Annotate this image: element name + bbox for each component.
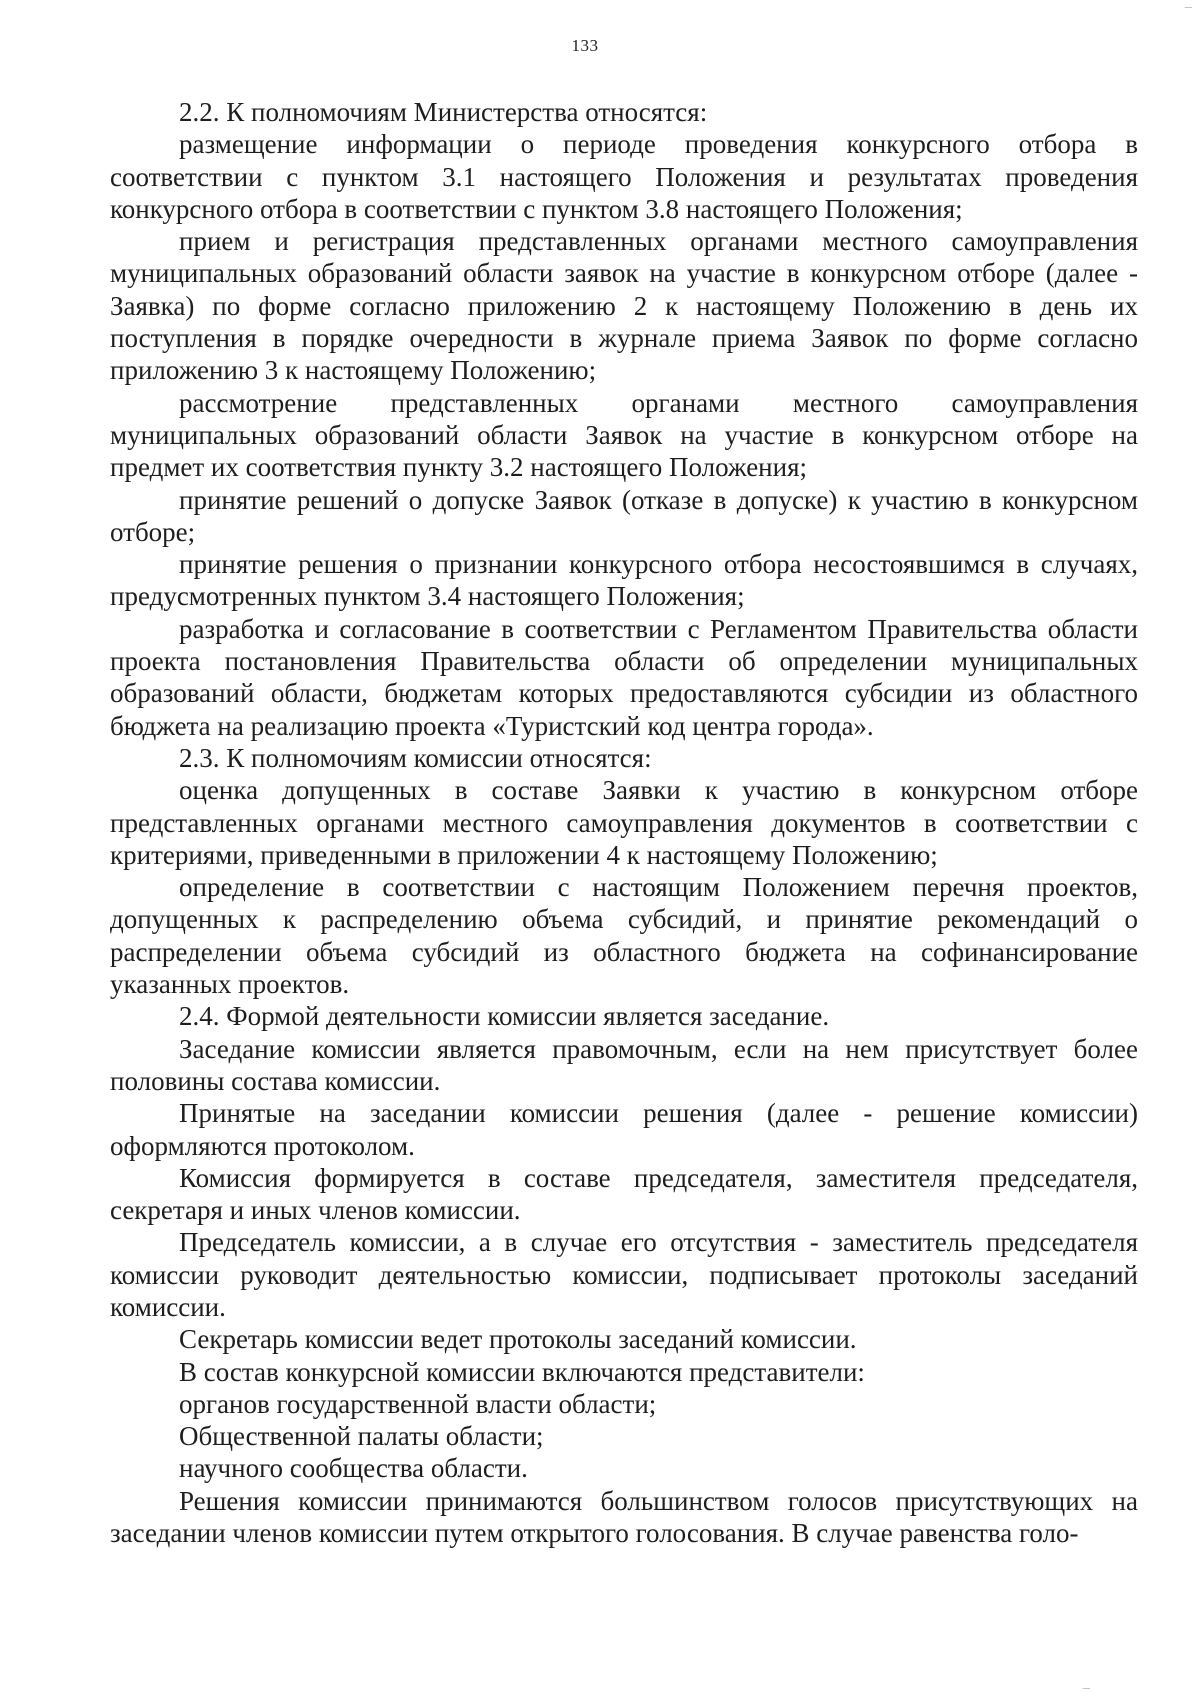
- paragraph: Председатель комиссии, а в случае его отсутствия - заместитель председателя комиссии руководит деятельностью комиссии, подписывает протоколы заседаний комиссии.: [110, 1227, 1138, 1322]
- document-body: [110, 96, 1138, 1549]
- page-number: 133: [571, 36, 599, 55]
- paragraph: разработка и согласование в соответствии с Регламентом Правительства области проекта постановления Правительства области об определении муниципальных образований области, бюджетам которых предоставляются субсидии из областного бюджета на реализацию проекта «Туристский код центра города».: [110, 613, 1138, 741]
- paragraph: Решения комиссии принимаются большинством голосов присутствующих на заседании членов комиссии путем открытого голосования. В случае равенства голо-: [110, 1485, 1138, 1549]
- paragraph: определение в соответствии с настоящим Положением перечня проектов, допущенных к распределению объема субсидий, и принятие рекомендаций о распределении объема субсидий из областного бюджета на софинансирование указанных проектов.: [110, 872, 1138, 1000]
- paragraph: В состав конкурсной комиссии включаются представители:: [179, 1356, 865, 1387]
- paragraph: органов государственной власти области;: [179, 1388, 657, 1419]
- scan-mark-top: —: [1184, 0, 1192, 14]
- paragraph: принятие решения о признании конкурсного отбора несостоявшимся в случаях, предусмотренных пунктом 3.4 настоящего Положения;: [110, 549, 1138, 612]
- paragraph: рассмотрение представленных органами местного самоуправления муниципальных образований области Заявок на участие в конкурсном отборе на предмет их соответствия пункту 3.2 настоящего Положения;: [110, 387, 1138, 483]
- paragraph: 2.3. К полномочиям комиссии относятся:: [179, 742, 652, 773]
- scan-mark-bottom: —: [1082, 1681, 1090, 1695]
- paragraph: Комиссия формируется в составе председателя, заместителя председателя, секретаря и иных членов комиссии.: [110, 1162, 1138, 1226]
- paragraph: научного сообщества области.: [179, 1453, 528, 1484]
- paragraph: Принятые на заседании комиссии решения (далее - решение комиссии) оформляются протоколом.: [110, 1098, 1138, 1161]
- paragraph: 2.4. Формой деятельности комиссии является заседание.: [179, 1001, 830, 1032]
- paragraph: Секретарь комиссии ведет протоколы заседаний комиссии.: [179, 1324, 857, 1355]
- paragraph: принятие решений о допуске Заявок (отказе в допуске) к участию в конкурсном отборе;: [110, 484, 1138, 547]
- paragraph: 2.2. К полномочиям Министерства относятся:: [179, 97, 708, 127]
- paragraph: размещение информации о периоде проведения конкурсного отбора в соответствии с пунктом 3.1 настоящего Положения и результатах проведения конкурсного отбора в соответствии с пунктом 3.8 настоящего Положения;: [110, 129, 1138, 224]
- paragraph: прием и регистрация представленных органами местного самоуправления муниципальных образований области заявок на участие в конкурсном отборе (далее - Заявка) по форме согласно приложению 2 к настоящему Положению в день их поступления в порядке очередности в журнале приема Заявок по форме согласно приложению 3 к настоящему Положению;: [110, 226, 1138, 386]
- paragraph: Общественной палаты области;: [179, 1421, 544, 1452]
- paragraph: оценка допущенных в составе Заявки к участию в конкурсном отборе представленных органами местного самоуправления документов в соответствии с критериями, приведенными в приложении 4 к настоящему Положению;: [110, 775, 1138, 870]
- paragraph: Заседание комиссии является правомочным, если на нем присутствует более половины состава комиссии.: [110, 1033, 1138, 1096]
